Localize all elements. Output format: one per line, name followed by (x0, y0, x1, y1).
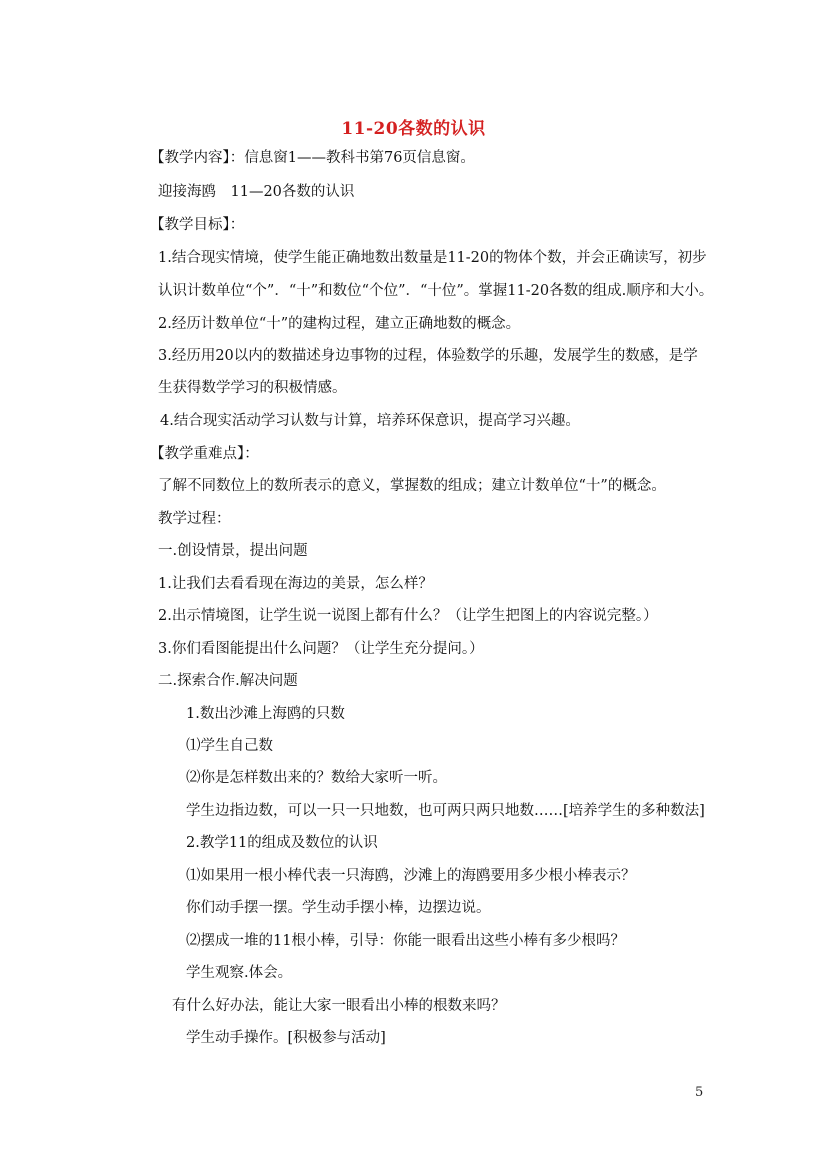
section-2-heading: 二.探索合作.解决问题 (158, 673, 298, 689)
goal-1-line-1: 1.结合现实情境，使学生能正确地数出数量是11-20的物体个数，并会正确读写，初步 (158, 250, 707, 266)
operation-line: 学生动手操作。[积极参与活动] (186, 1030, 386, 1046)
key-points-line: 了解不同数位上的数所表示的意义，掌握数的组成；建立计数单位“十”的概念。 (158, 478, 666, 494)
teaching-goals-heading: 【教学目标】： (150, 217, 245, 233)
goal-3-line-1: 3.经历用20以内的数描述身边事物的过程，体验数学的乐趣，发展学生的数感，是学 (158, 348, 698, 364)
key-points-heading: 【教学重难点】： (150, 446, 259, 462)
section-2-item-2: 2.教学11的组成及数位的认识 (186, 835, 378, 851)
section-1-heading: 一.创设情景，提出问题 (158, 543, 308, 559)
sub-item-stick-question: ⑴如果用一根小棒代表一只海鸥，沙滩上的海鸥要用多少根小棒表示？ (186, 868, 636, 884)
process-heading: 教学过程： (158, 511, 231, 527)
goal-1-line-2: 认识计数单位“个”．“十”和数位“个位”．“十位”。掌握11-20各数的组成.顺序和大小。 (158, 283, 714, 299)
goal-3-line-2: 生获得数学学习的积极情感。 (158, 380, 347, 396)
counting-methods-line: 学生边指边数，可以一只一只地数，也可两只两只地数……[培养学生的多种数法] (186, 803, 705, 819)
section-1-item-2: 2.出示情境图，让学生说一说图上都有什么？（让学生把图上的内容说完整。） (158, 608, 658, 624)
observe-line: 学生观察.体会。 (186, 965, 293, 981)
teaching-content-line: 【教学内容】：信息窗1——教科书第76页信息窗。 (150, 150, 475, 166)
section-1-item-1: 1.让我们去看看现在海边的美景，怎么样？ (158, 576, 433, 592)
section-1-item-3: 3.你们看图能提出什么问题？（让学生充分提问。） (158, 641, 484, 657)
lesson-subtitle-line: 迎接海鸥 11—20各数的认识 (158, 184, 355, 200)
goal-4-line: 4.结合现实活动学习认数与计算，培养环保意识，提高学习兴趣。 (160, 413, 580, 429)
sub-item-pile-question: ⑵摆成一堆的11根小棒，引导：你能一眼看出这些小棒有多少根吗？ (186, 933, 625, 949)
sub-item-2: ⑵你是怎样数出来的？数给大家听一听。 (186, 770, 447, 786)
goal-2-line: 2.经历计数单位“十”的建构过程，建立正确地数的概念。 (158, 316, 521, 332)
page-number: 5 (695, 1085, 704, 1100)
document-title: 11-20各数的认识 (341, 119, 486, 139)
good-method-question: 有什么好办法，能让大家一眼看出小棒的根数来吗？ (172, 998, 506, 1014)
hands-on-line: 你们动手摆一摆。学生动手摆小棒，边摆边说。 (186, 900, 491, 916)
section-2-item-1: 1.数出沙滩上海鸥的只数 (186, 706, 345, 722)
sub-item-1: ⑴学生自己数 (186, 738, 273, 754)
